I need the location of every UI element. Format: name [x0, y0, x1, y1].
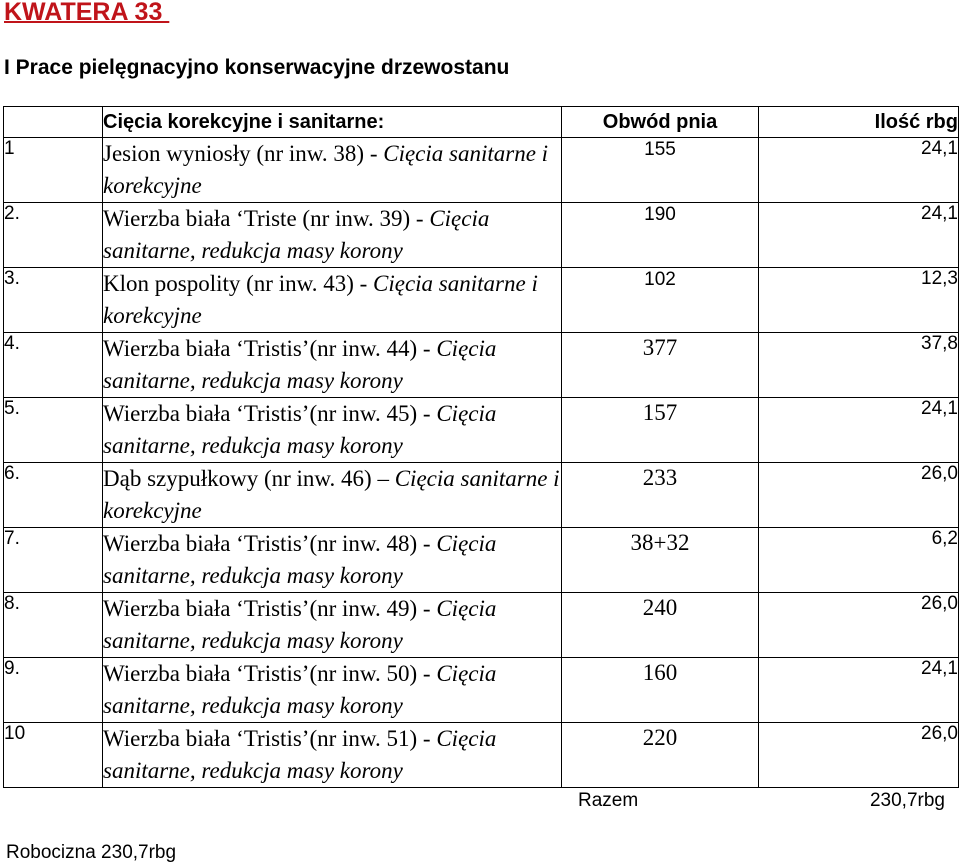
table-row	[4, 203, 959, 268]
total-label: Razem	[578, 790, 639, 811]
row-circumference: 155	[562, 138, 759, 203]
tree-name: Wierzba biała ‘Tristis’(nr inw. 48) -	[103, 531, 437, 556]
row-number: 5.	[4, 398, 103, 463]
row-circumference: 240	[562, 593, 759, 658]
row-number: 7.	[4, 528, 103, 593]
tree-name: Wierzba biała ‘Tristis’(nr inw. 50) -	[103, 661, 437, 686]
tree-name: Wierzba biała ‘Triste (nr inw. 39) -	[103, 206, 430, 231]
row-quantity: 24,1	[759, 138, 959, 203]
row-quantity: 12,3	[759, 268, 959, 333]
row-description	[103, 658, 562, 723]
header-number	[4, 107, 103, 138]
work-action: Cięcia sanitarne, redukcja masy korony	[103, 596, 497, 653]
tree-name: Klon pospolity (nr inw. 43) -	[103, 271, 374, 296]
row-number: 3.	[4, 268, 103, 333]
row-description	[103, 268, 562, 333]
work-action: Cięcia sanitarne, redukcja masy korony	[103, 336, 497, 393]
row-quantity: 24,1	[759, 203, 959, 268]
row-quantity: 26,0	[759, 593, 959, 658]
tree-name: Jesion wyniosły (nr inw. 38) -	[103, 141, 384, 166]
row-circumference: 160	[562, 658, 759, 723]
table-row	[4, 723, 959, 788]
row-circumference: 377	[562, 333, 759, 398]
row-circumference: 102	[562, 268, 759, 333]
row-description	[103, 723, 562, 788]
tree-name: Wierzba biała ‘Tristis’(nr inw. 51) -	[103, 726, 437, 751]
work-action: Cięcia sanitarne, redukcja masy korony	[103, 531, 497, 588]
row-circumference: 220	[562, 723, 759, 788]
work-action: Cięcia sanitarne i korekcyjne	[103, 271, 538, 328]
table-row	[4, 138, 959, 203]
row-number: 10	[4, 723, 103, 788]
header-circumference: Obwód pnia	[562, 107, 759, 138]
table-row	[4, 528, 959, 593]
tree-name: Wierzba biała ‘Tristis’(nr inw. 49) -	[103, 596, 437, 621]
row-description	[103, 463, 562, 528]
header-description: Cięcia korekcyjne i sanitarne:	[103, 107, 562, 138]
row-number: 1	[4, 138, 103, 203]
row-circumference: 233	[562, 463, 759, 528]
row-number: 9.	[4, 658, 103, 723]
row-description	[103, 333, 562, 398]
row-description	[103, 203, 562, 268]
work-action: Cięcia sanitarne, redukcja masy korony	[103, 726, 497, 783]
row-number: 2.	[4, 203, 103, 268]
tree-name: Wierzba biała ‘Tristis’(nr inw. 45) -	[103, 401, 437, 426]
row-description	[103, 593, 562, 658]
row-description	[103, 528, 562, 593]
work-action: Cięcia sanitarne i korekcyjne	[103, 141, 549, 198]
section-heading: I Prace pielęgnacyjno konserwacyjne drzewostanu	[4, 56, 510, 79]
table-row	[4, 398, 959, 463]
table-header-row	[4, 107, 959, 138]
row-quantity: 24,1	[759, 398, 959, 463]
header-quantity: Ilość rbg	[759, 107, 959, 138]
page-title: KWATERA 33	[4, 0, 170, 26]
row-number: 4.	[4, 333, 103, 398]
work-action: Cięcia sanitarne, redukcja masy korony	[103, 206, 490, 263]
row-number: 6.	[4, 463, 103, 528]
tree-name: Dąb szypułkowy (nr inw. 46) –	[103, 466, 395, 491]
row-circumference: 190	[562, 203, 759, 268]
tree-name: Wierzba biała ‘Tristis’(nr inw. 44) -	[103, 336, 437, 361]
row-quantity: 37,8	[759, 333, 959, 398]
row-quantity: 24,1	[759, 658, 959, 723]
total-value: 230,7rbg	[869, 790, 945, 811]
row-quantity: 26,0	[759, 463, 959, 528]
table-row	[4, 463, 959, 528]
row-quantity: 6,2	[759, 528, 959, 593]
table-row	[4, 593, 959, 658]
table-row	[4, 333, 959, 398]
row-quantity: 26,0	[759, 723, 959, 788]
table-row	[4, 268, 959, 333]
row-description	[103, 138, 562, 203]
work-action: Cięcia sanitarne i korekcyjne	[103, 466, 560, 523]
work-action: Cięcia sanitarne, redukcja masy korony	[103, 661, 497, 718]
works-table	[3, 106, 959, 788]
work-action: Cięcia sanitarne, redukcja masy korony	[103, 401, 497, 458]
row-circumference: 38+32	[562, 528, 759, 593]
row-number: 8.	[4, 593, 103, 658]
row-circumference: 157	[562, 398, 759, 463]
table-row	[4, 658, 959, 723]
row-description	[103, 398, 562, 463]
labor-total: Robocizna 230,7rbg	[6, 842, 177, 863]
